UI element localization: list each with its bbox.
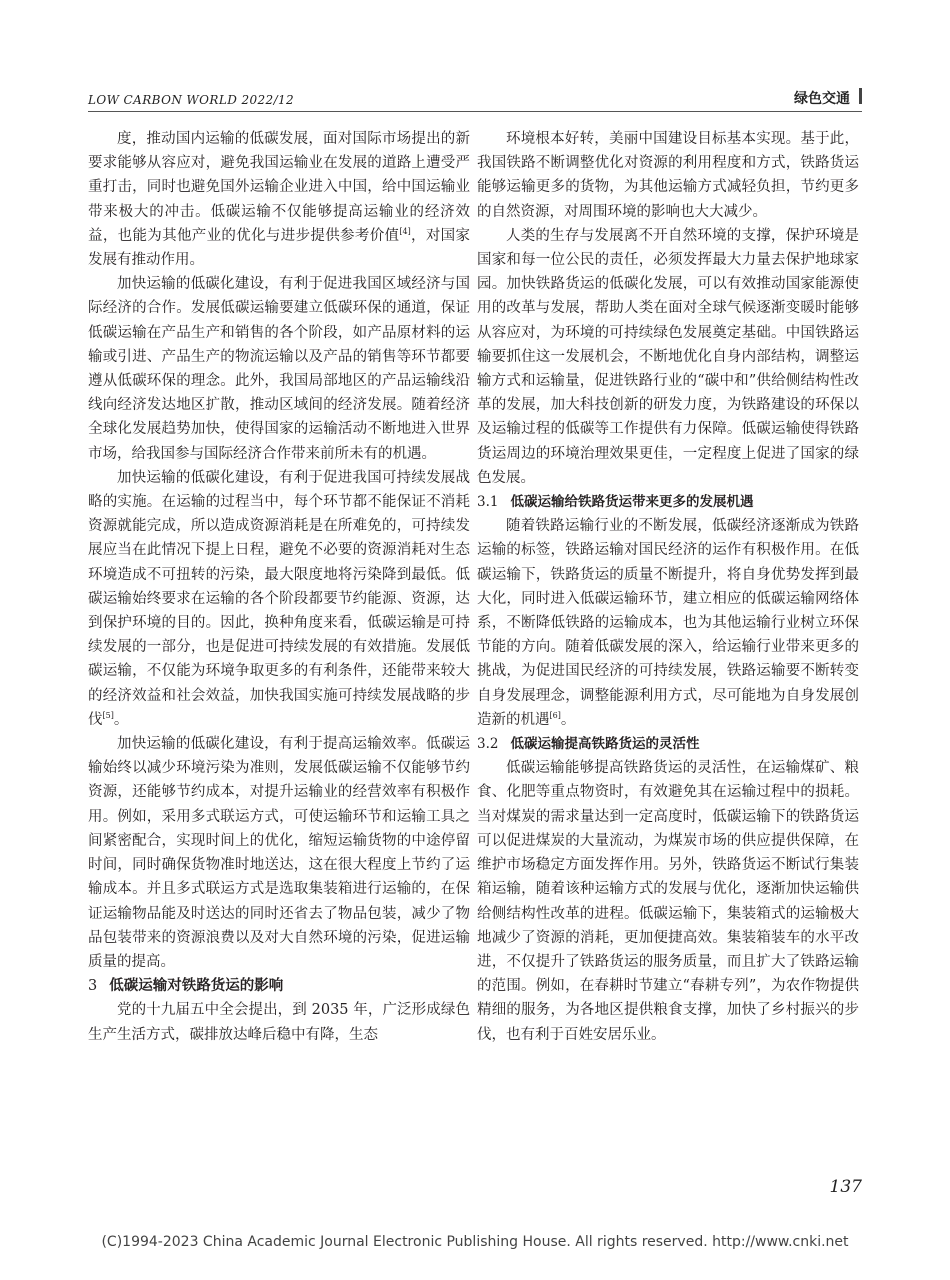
page-number: 137 <box>829 1177 862 1197</box>
subsection-heading: 3.1 低碳运输给铁路货运带来更多的发展机遇 <box>477 494 754 511</box>
header-rule <box>88 111 862 112</box>
citation: [5] <box>102 711 114 721</box>
paragraph: 环境根本好转，美丽中国建设目标基本实现。基于此，我国铁路不断调整优化对资源的利用程度和方式，铁路货运能够运输更多的货物，为其他运输方式减轻负担，节约更多的自然资源，对周围环境的影响也大大减少。 <box>477 131 859 220</box>
paragraph: 加快运输的低碳化建设，有利于促进我国区域经济与国际经济的合作。发展低碳运输要建立低碳环保的通道，保证低碳运输在产品生产和销售的各个阶段，如产品原材料的运输或引进、产品生产的物流运输以及产品的销售等环节都要遵从低碳环保的理念。此外，我国局部地区的产品运输线沿线向经济发达地区扩散，推动区域间的经济发展。随着经济全球化发展趋势加快，使得国家的运输活动不断地进入世界市场，给我国参与国际经济合作带来前所未有的机遇。 <box>88 276 470 462</box>
section-title: 绿色交通 <box>794 91 850 107</box>
paragraph: 党的十九届五中全会提出，到 2035 年，广泛形成绿色生产生活方式，碳排放达峰后稳中有降，生态 <box>88 1002 470 1043</box>
paragraph: 度，推动国内运输的低碳发展，面对国际市场提出的新要求能够从容应对，避免我国运输业在发展的道路上遭受严重打击，同时也避免国外运输企业进入中国，给中国运输业带来极大的冲击。低碳运输不仅能够提高运输业的经济效益，也能为其他产业的优化与进步提供参考价值[4]，对国家发展有推动作用。 <box>88 131 471 269</box>
paragraph: 低碳运输能够提高铁路货运的灵活性，在运输煤矿、粮食、化肥等重点物资时，有效避免其在运输过程中的损耗。当对煤炭的需求量达到一定高度时，低碳运输下的铁路货运可以促进煤炭的大量流动，为煤炭市场的供应提供保障，在维护市场稳定方面发挥作用。另外，铁路货运不断试行集装箱运输，随着该种运输方式的发展与优化，逐渐加快运输供给侧结构性改革的进程。低碳运输下，集装箱式的运输极大地减少了资源的消耗，更加便捷高效。集装箱装车的水平改进，不仅提升了铁路货运的服务质量，而且扩大了铁路运输的范围。例如，在春耕时节建立“春耕专列”，为农作物提供精细的服务，为各地区提供粮食支撑，加快了乡村振兴的步伐，也有利于百姓安居乐业。 <box>477 760 859 1043</box>
paragraph: 加快运输的低碳化建设，有利于提高运输效率。低碳运输始终以减少环境污染为准则，发展低碳运输不仅能够节约资源，还能够节约成本，对提升运输业的经营效率有积极作用。例如，采用多式联运方式，可使运输环节和运输工具之间紧密配合，实现时间上的优化，缩短运输货物的中途停留时间，同时确保货物准时地送达，这在很大程度上节约了运输成本。并且多式联运方式是选取集装箱进行运输的，在保证运输物品能及时送达的同时还省去了物品包装，减少了物品包装带来的资源浪费以及对大自然环境的污染，促进运输质量的提高。 <box>88 736 470 970</box>
section-heading: 3 低碳运输对铁路货运的影响 <box>88 978 284 995</box>
paragraph: 随着铁路运输行业的不断发展，低碳经济逐渐成为铁路运输的标签，铁路运输对国民经济的运作有积极作用。在低碳运输下，铁路货运的质量不断提升，将自身优势发挥到最大化，同时进入低碳运输环节，建立相应的低碳运输网络体系，不断降低铁路的运输成本，也为其他运输行业树立环保节能的方向。随着低碳发展的深入，给运输行业带来更多的挑战，为促进国民经济的可持续发展，铁路运输要不断转变自身发展理念，调整能源利用方式，尽可能地为自身发展创造新的机遇[6]。 <box>477 518 859 728</box>
copyright-footer: (C)1994-2023 China Academic Journal Electronic Publishing House. All rights reserved. http://www.cnki.net <box>101 1234 849 1250</box>
journal-header: LOW CARBON WORLD 2022/12 <box>88 93 295 107</box>
citation: [4] <box>399 226 411 236</box>
header-bar <box>859 88 862 104</box>
subsection-heading: 3.2 低碳运输提高铁路货运的灵活性 <box>477 736 700 753</box>
citation: [6] <box>549 711 561 721</box>
right-column <box>477 127 859 1047</box>
paragraph: 人类的生存与发展离不开自然环境的支撑，保护环境是国家和每一位公民的责任，必须发挥最大力量去保护地球家园。加快铁路货运的低碳化发展，可以有效推动国家能源使用的改革与发展，帮助人类在面对全球气候逐渐变暖时能够从容应对，为环境的可持续绿色发展奠定基础。中国铁路运输要抓住这一发展机会，不断地优化自身内部结构，调整运输方式和运输量，促进铁路行业的“碳中和”供给侧结构性改革的发展，加大科技创新的研发力度，为铁路建设的环保以及运输过程的低碳等工作提供有力保障。低碳运输使得铁路货运周边的环境治理效果更佳，一定程度上促进了国家的绿色发展。 <box>477 227 859 486</box>
paragraph: 加快运输的低碳化建设，有利于促进我国可持续发展战略的实施。在运输的过程当中，每个环节都不能保证不消耗资源就能完成，所以造成资源消耗是在所难免的，可持续发展应当在此情况下提上日程，避免不必要的资源消耗对生态环境造成不可扭转的污染，最大限度地将污染降到最低。低碳运输始终要求在运输的各个阶段都要节约能源、资源，达到保护环境的目的。因此，换种角度来看，低碳运输是可持续发展的一部分，也是促进可持续发展的有效措施。发展低碳运输，不仅能为环境争取更多的有利条件，还能带来较大的经济效益和社会效益，加快我国实施可持续发展战略的步伐[5]。 <box>88 469 470 728</box>
left-column <box>88 127 470 1047</box>
